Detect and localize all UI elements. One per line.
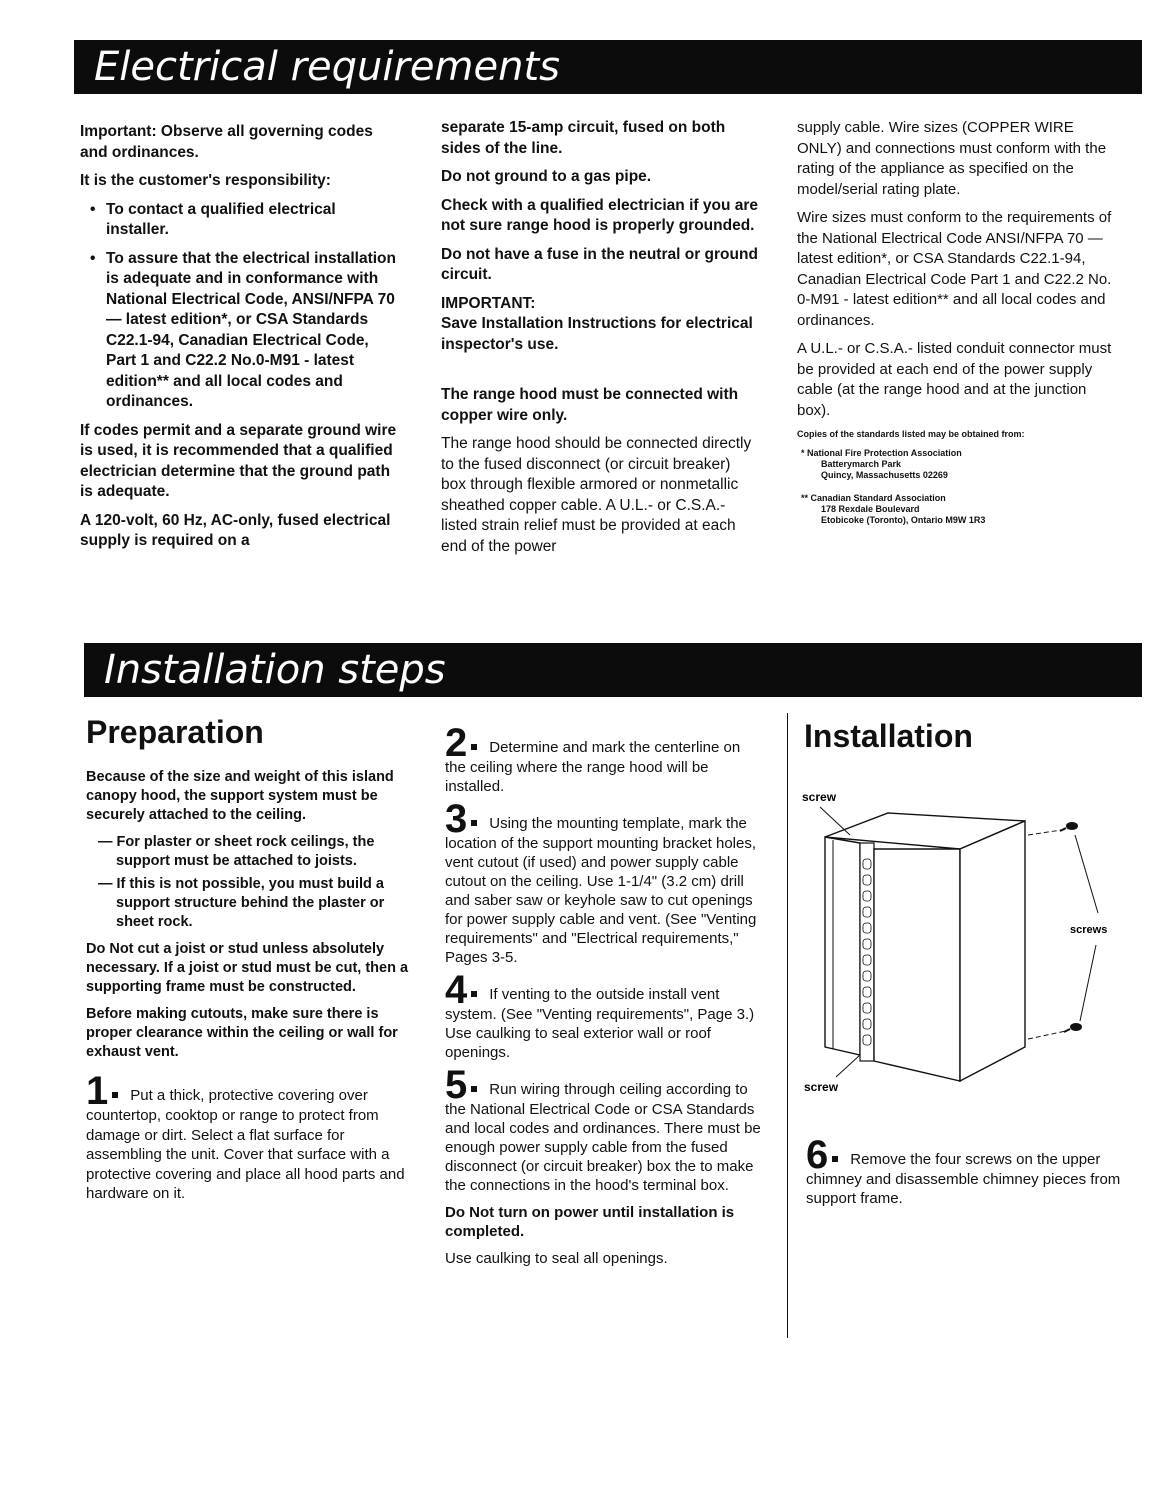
copper-wire-note: The range hood must be connected with copper wire only. bbox=[441, 386, 739, 424]
step-text: Remove the four screws on the upper chimney and disassemble chimney pieces from support frame. bbox=[806, 1151, 1121, 1207]
leader-line bbox=[1080, 945, 1096, 1021]
clearance-note: Before making cutouts, make sure there is proper clearance within the ceiling or wall for exhaust vent. bbox=[86, 1006, 398, 1060]
list-item: • To assure that the electrical installation is adequate and in conformance with National Electrical Code, ANSI/NFPA 70 — latest edition*, or CSA Standards C22.1-94, Canadian Electrical Code, Part 1 and C22.2 No.0-M91 - latest edition** and all local codes and ordinances. bbox=[80, 249, 398, 413]
footnote-csa bbox=[797, 493, 1115, 526]
electrical-column-1 bbox=[80, 122, 398, 560]
step-1 bbox=[86, 1069, 410, 1204]
power-warning: Do Not turn on power until installation is completed. bbox=[445, 1204, 735, 1240]
step-text: Run wiring through ceiling according to the National Electrical Code or CSA Standards and local codes and ordinances. There must be enough power supply cable from the fused disconnect (or circuit breaker) box the to make the connections in the hood's terminal box. bbox=[445, 1081, 761, 1194]
steps-column bbox=[445, 721, 765, 1276]
step-2 bbox=[445, 721, 765, 796]
preparation-column bbox=[86, 712, 410, 1212]
step-number: 6 bbox=[806, 1133, 829, 1177]
section-title: Installation steps bbox=[104, 647, 446, 693]
step-3 bbox=[445, 797, 765, 967]
electrical-requirements-banner bbox=[74, 40, 1142, 94]
preparation-intro: Because of the size and weight of this island canopy hood, the support system must be securely attached to the ceiling. bbox=[86, 769, 394, 823]
responsibility-list bbox=[80, 200, 398, 413]
leader-line bbox=[1075, 835, 1098, 913]
electrical-column-2 bbox=[441, 118, 759, 565]
step-bullet-square bbox=[471, 820, 477, 826]
footnote-city: Etobicoke (Toronto), Ontario M9W 1R3 bbox=[821, 515, 986, 525]
column-divider bbox=[787, 713, 788, 1338]
dash-text: For plaster or sheet rock ceilings, the support must be attached to joists. bbox=[116, 834, 375, 869]
circuit-note: separate 15-amp circuit, fused on both sides of the line. bbox=[441, 119, 726, 157]
step-bullet-square bbox=[471, 744, 477, 750]
chimney-left-face bbox=[825, 837, 860, 1055]
supply-cable-note: supply cable. Wire sizes (COPPER WIRE ONLY) and connections must conform with the rating of the appliance as specified on the model/serial rating plate. bbox=[797, 119, 1107, 198]
chimney-right-face bbox=[960, 821, 1025, 1081]
screw-label-top: screw bbox=[802, 790, 837, 804]
screw-label-bottom: screw bbox=[804, 1080, 839, 1094]
footnote-mark: ** bbox=[801, 493, 809, 503]
support-frame-rail bbox=[860, 843, 874, 1061]
step-number: 2 bbox=[445, 721, 468, 765]
step-number: 3 bbox=[445, 797, 468, 841]
leader-line bbox=[1028, 1031, 1066, 1039]
responsibility-heading: It is the customer's responsibility: bbox=[80, 172, 331, 189]
step-text: Using the mounting template, mark the location of the support mounting bracket holes, vent cutout (if used) and power supply cable cutout on the ceiling. Use 1-1/4" (3.2 cm) drill and saber saw or keyhole saw to cut openings for power supply cable and vent. (See "Venting requirements" and "Electrical requirements," Pages 3-5. bbox=[445, 815, 757, 966]
important-label: IMPORTANT: bbox=[441, 294, 536, 312]
footnote-city: Quincy, Massachusetts 02269 bbox=[821, 470, 948, 480]
ground-wire-note: If codes permit and a separate ground wire is used, it is recommended that a qualified electrician determine that the ground path is adequate. bbox=[80, 421, 397, 500]
dash-text: If this is not possible, you must build a support structure behind the plaster or sheet rock. bbox=[116, 876, 385, 930]
footnote-org: National Fire Protection Association bbox=[807, 448, 962, 458]
step-5 bbox=[445, 1063, 765, 1195]
grounding-check: Check with a qualified electrician if you are not sure range hood is properly grounded. bbox=[441, 196, 758, 234]
footnote-address: Batterymarch Park bbox=[821, 459, 902, 469]
supply-note: A 120-volt, 60 Hz, AC-only, fused electrical supply is required on a bbox=[80, 511, 391, 549]
installation-column bbox=[804, 716, 1124, 772]
step-number: 4 bbox=[445, 968, 468, 1012]
step-number: 1 bbox=[86, 1069, 109, 1113]
installation-steps-banner bbox=[84, 643, 1142, 697]
screws-label: screws bbox=[1070, 924, 1108, 936]
footnote-org: Canadian Standard Association bbox=[810, 493, 946, 503]
step-bullet-square bbox=[112, 1092, 118, 1098]
section-title: Electrical requirements bbox=[94, 44, 560, 90]
caulking-note: Use caulking to seal all openings. bbox=[445, 1250, 668, 1267]
chimney-front-face bbox=[874, 849, 960, 1081]
list-item: • To contact a qualified electrical installer. bbox=[80, 200, 398, 241]
preparation-heading: Preparation bbox=[86, 714, 264, 750]
conduit-note: A U.L.- or C.S.A.- listed conduit connector must be provided at each end of the power supply cable (at the range hood and at the junction box). bbox=[797, 340, 1112, 419]
step-bullet-square bbox=[471, 991, 477, 997]
fuse-warning: Do not have a fuse in the neutral or ground circuit. bbox=[441, 245, 758, 283]
gas-pipe-warning: Do not ground to a gas pipe. bbox=[441, 168, 652, 185]
step-6 bbox=[806, 1133, 1126, 1208]
leader-line bbox=[836, 1055, 860, 1077]
step-bullet-square bbox=[471, 1086, 477, 1092]
wire-sizes-note: Wire sizes must conform to the requirements of the National Electrical Code ANSI/NFPA 70 — latest edition*, or CSA Standards C22.1-94, Canadian Electrical Code Part 1 and C22.2 No. 0-M91 - latest edition** and all local codes and ordinances. bbox=[797, 209, 1112, 329]
chimney-diagram bbox=[800, 785, 1140, 1100]
screw-icon bbox=[1064, 1023, 1082, 1032]
list-item: — For plaster or sheet rock ceilings, the support must be attached to joists. bbox=[98, 834, 375, 869]
connection-note: The range hood should be connected directly to the fused disconnect (or circuit breaker) box through flexible armored or nonmetallic sheathed copper cable. A U.L.- or C.S.A.- listed strain relief must be provided at each end of the power bbox=[441, 435, 752, 555]
electrical-column-3 bbox=[797, 118, 1115, 526]
step-text: Put a thick, protective covering over countertop, cooktop or range to protect from damage or dirt. Select a flat surface for assembling the unit. Cover that surface with a protective covering and place all hood parts and hardware on it. bbox=[86, 1087, 405, 1202]
footnote-mark: * bbox=[801, 448, 805, 458]
screw-icon bbox=[1060, 822, 1078, 831]
leader-line bbox=[820, 807, 850, 835]
installation-step-6 bbox=[806, 1133, 1126, 1216]
step-bullet-square bbox=[832, 1156, 838, 1162]
step-number: 5 bbox=[445, 1063, 468, 1107]
step-text: Determine and mark the centerline on the ceiling where the range hood will be installed. bbox=[445, 739, 741, 795]
step-4 bbox=[445, 968, 765, 1062]
step-text: If venting to the outside install vent system. (See "Venting requirements", Page 3.) Use caulking to seal exterior wall or roof openings. bbox=[445, 986, 755, 1061]
save-instructions: Save Installation Instructions for electrical inspector's use. bbox=[441, 315, 753, 353]
footnote-address: 178 Rexdale Boulevard bbox=[821, 504, 920, 514]
list-item: — If this is not possible, you must build a support structure behind the plaster or sheet rock. bbox=[98, 876, 385, 930]
important-note: Important: Observe all governing codes and ordinances. bbox=[80, 123, 373, 161]
installation-heading: Installation bbox=[804, 718, 973, 754]
joist-warning: Do Not cut a joist or stud unless absolutely necessary. If a joist or stud must be cut, then a supporting frame must be constructed. bbox=[86, 941, 409, 995]
copies-note: Copies of the standards listed may be obtained from: bbox=[797, 429, 1025, 439]
footnote-nfpa bbox=[797, 448, 1115, 481]
